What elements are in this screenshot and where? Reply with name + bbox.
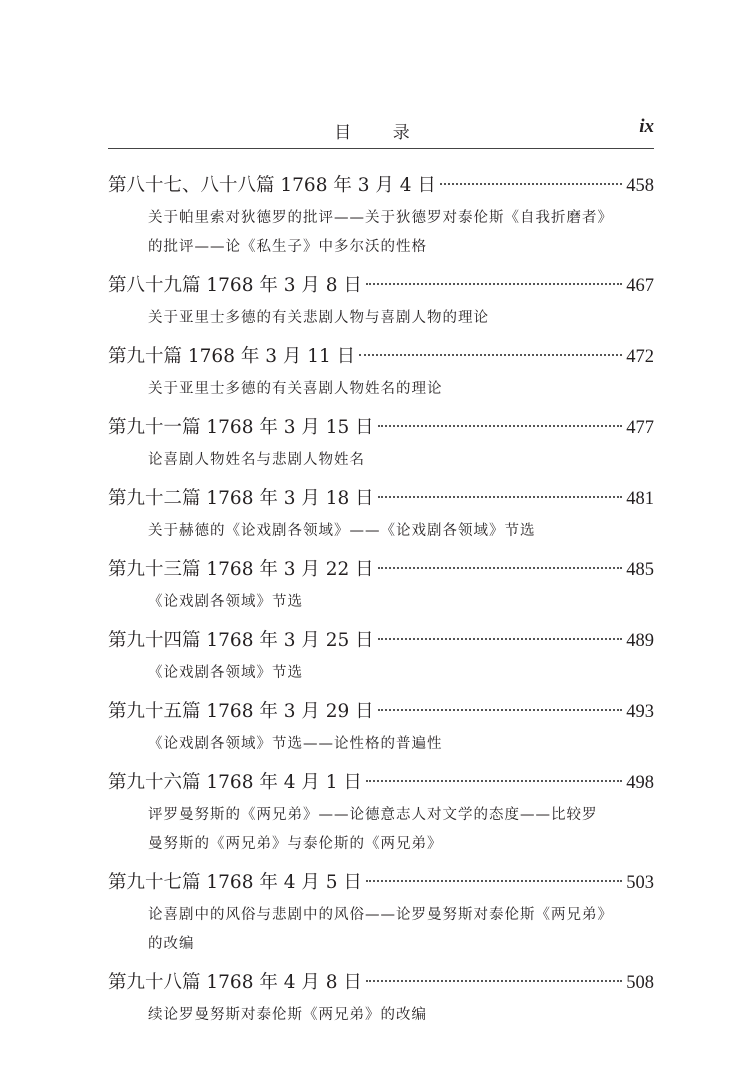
toc-entry bbox=[108, 552, 654, 617]
running-header bbox=[108, 112, 654, 149]
chapter-summary-line: 论喜剧人物姓名与悲剧人物姓名 bbox=[148, 452, 365, 468]
dot-leader bbox=[378, 425, 623, 427]
chapter-summary bbox=[108, 375, 654, 404]
chapter-page-number: 508 bbox=[626, 973, 654, 993]
toc-entry bbox=[108, 481, 654, 546]
chapter-summary-line: 《论戏剧各领域》节选——论性格的普遍性 bbox=[148, 736, 443, 752]
chapter-title: 第九十篇 1768 年 3 月 11 日 bbox=[108, 346, 356, 367]
chapter-summary bbox=[108, 801, 654, 859]
chapter-page-number: 481 bbox=[626, 489, 654, 509]
chapter-title: 第九十七篇 1768 年 4 月 5 日 bbox=[108, 872, 362, 893]
toc-entry-line bbox=[108, 268, 654, 304]
toc-entry bbox=[108, 339, 654, 404]
chapter-summary-line: 评罗曼努斯的《两兄弟》——论德意志人对文学的态度——比较罗 bbox=[148, 807, 598, 823]
dot-leader bbox=[378, 709, 623, 711]
chapter-summary-line: 曼努斯的《两兄弟》与泰伦斯的《两兄弟》 bbox=[148, 836, 443, 852]
dot-leader bbox=[378, 567, 623, 569]
chapter-summary-line: 关于赫德的《论戏剧各领域》——《论戏剧各领域》节选 bbox=[148, 523, 536, 539]
toc-entry-line bbox=[108, 481, 654, 517]
chapter-summary-line: 《论戏剧各领域》节选 bbox=[148, 594, 303, 610]
toc-entry-line bbox=[108, 694, 654, 730]
chapter-summary bbox=[108, 588, 654, 617]
dot-leader bbox=[378, 496, 623, 498]
dot-leader bbox=[366, 780, 622, 782]
chapter-title: 第八十九篇 1768 年 3 月 8 日 bbox=[108, 275, 362, 296]
toc-entry bbox=[108, 694, 654, 759]
dot-leader bbox=[378, 638, 623, 640]
chapter-page-number: 458 bbox=[626, 176, 654, 196]
toc-entry-line bbox=[108, 410, 654, 446]
chapter-summary-line: 《论戏剧各领域》节选 bbox=[148, 665, 303, 681]
toc-entry bbox=[108, 268, 654, 333]
chapter-page-number: 503 bbox=[626, 873, 654, 893]
toc-entry bbox=[108, 765, 654, 859]
chapter-title: 第九十三篇 1768 年 3 月 22 日 bbox=[108, 559, 374, 580]
chapter-summary bbox=[108, 304, 654, 333]
toc-entry-line bbox=[108, 765, 654, 801]
chapter-summary bbox=[108, 446, 654, 475]
chapter-page-number: 472 bbox=[626, 347, 654, 367]
chapter-summary bbox=[108, 204, 654, 262]
chapter-summary-line: 关于亚里士多德的有关悲剧人物与喜剧人物的理论 bbox=[148, 310, 489, 326]
chapter-summary-line: 的改编 bbox=[148, 936, 195, 952]
chapter-summary-line: 的批评——论《私生子》中多尔沃的性格 bbox=[148, 239, 427, 255]
chapter-summary-line: 续论罗曼努斯对泰伦斯《两兄弟》的改编 bbox=[148, 1007, 427, 1023]
chapter-summary-line: 论喜剧中的风俗与悲剧中的风俗——论罗曼努斯对泰伦斯《两兄弟》 bbox=[148, 907, 613, 923]
chapter-title: 第九十二篇 1768 年 3 月 18 日 bbox=[108, 488, 374, 509]
chapter-title: 第九十四篇 1768 年 3 月 25 日 bbox=[108, 630, 374, 651]
toc-entry-line bbox=[108, 339, 654, 375]
chapter-summary bbox=[108, 730, 654, 759]
page-number: ix bbox=[639, 116, 654, 137]
toc-entry bbox=[108, 865, 654, 959]
chapter-summary bbox=[108, 901, 654, 959]
chapter-page-number: 498 bbox=[626, 773, 654, 793]
chapter-page-number: 467 bbox=[626, 276, 654, 296]
chapter-summary bbox=[108, 1001, 654, 1030]
chapter-page-number: 477 bbox=[626, 418, 654, 438]
dot-leader bbox=[366, 980, 622, 982]
chapter-summary bbox=[108, 659, 654, 688]
chapter-page-number: 493 bbox=[626, 702, 654, 722]
chapter-summary-line: 关于帕里索对狄德罗的批评——关于狄德罗对泰伦斯《自我折磨者》 bbox=[148, 210, 613, 226]
chapter-page-number: 485 bbox=[626, 560, 654, 580]
toc-entry bbox=[108, 168, 654, 262]
chapter-title: 第九十八篇 1768 年 4 月 8 日 bbox=[108, 972, 362, 993]
toc-entry bbox=[108, 410, 654, 475]
toc-entry bbox=[108, 965, 654, 1030]
toc-entry-line bbox=[108, 865, 654, 901]
chapter-title: 第九十一篇 1768 年 3 月 15 日 bbox=[108, 417, 374, 438]
toc-entry-line bbox=[108, 552, 654, 588]
dot-leader bbox=[359, 354, 622, 356]
toc-entry bbox=[108, 623, 654, 688]
dot-leader bbox=[366, 880, 622, 882]
chapter-title: 第八十七、八十八篇 1768 年 3 月 4 日 bbox=[108, 175, 436, 196]
toc-entry-line bbox=[108, 965, 654, 1001]
toc-entry-line bbox=[108, 623, 654, 659]
chapter-summary bbox=[108, 517, 654, 546]
chapter-title: 第九十六篇 1768 年 4 月 1 日 bbox=[108, 772, 362, 793]
dot-leader bbox=[366, 283, 622, 285]
toc-entry-line bbox=[108, 168, 654, 204]
dot-leader bbox=[440, 183, 622, 185]
chapter-title: 第九十五篇 1768 年 3 月 29 日 bbox=[108, 701, 374, 722]
table-of-contents bbox=[108, 168, 654, 1036]
chapter-page-number: 489 bbox=[626, 631, 654, 651]
chapter-summary-line: 关于亚里士多德的有关喜剧人物姓名的理论 bbox=[148, 381, 443, 397]
page-title: 目 录 bbox=[334, 123, 428, 143]
